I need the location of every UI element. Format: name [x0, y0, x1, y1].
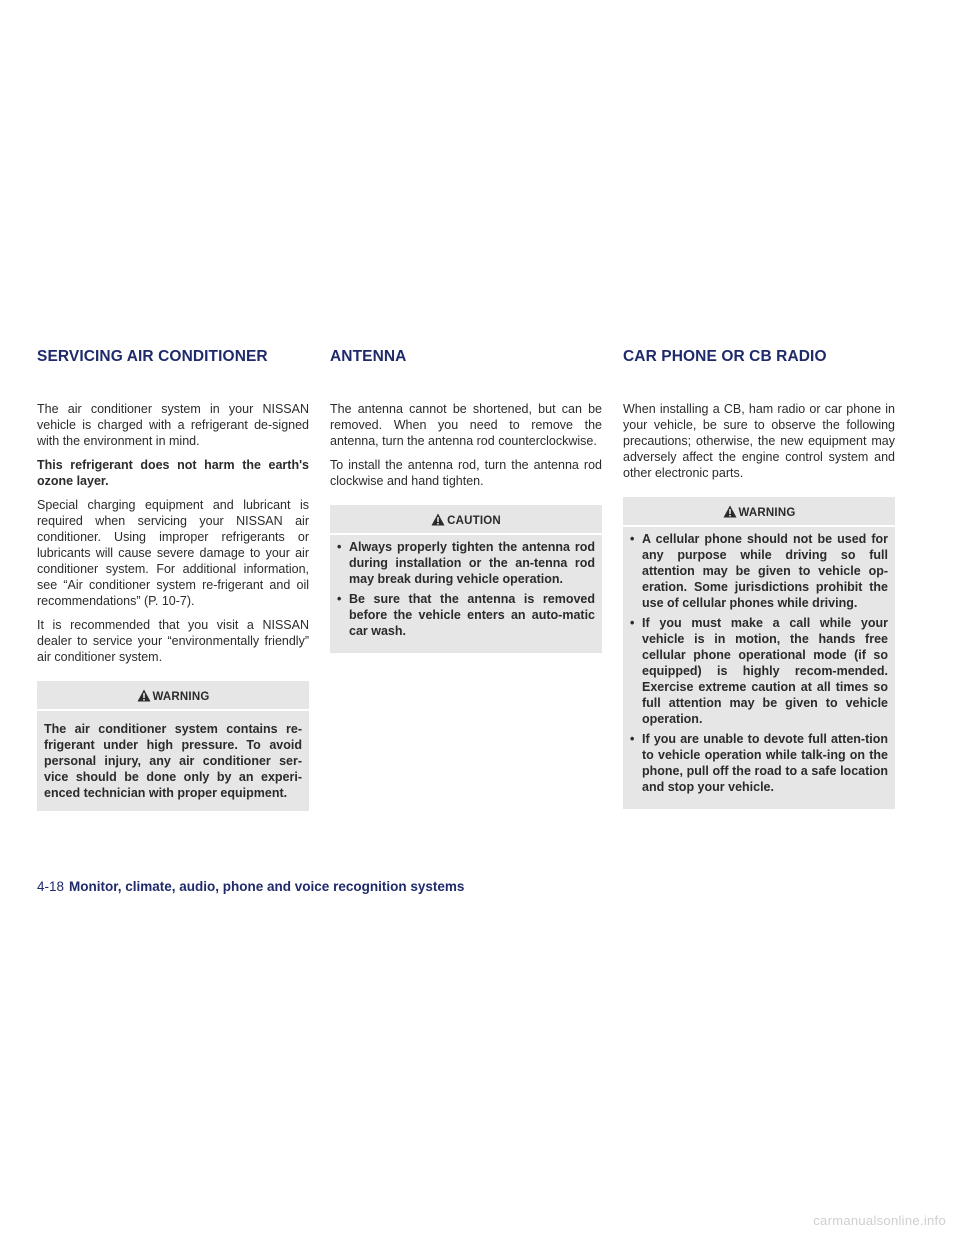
list-item: • If you must make a call while your vehicle is in motion, the hands free cellular phone operational mode (if so equipped) is highly recom-mended. Exercise extreme caution at all times so full attention may be given to vehicle operation.	[630, 616, 888, 726]
paragraph: It is recommended that you visit a NISSAN dealer to service your “environmentally friendly” air conditioner system.	[37, 618, 309, 664]
bullet: •	[337, 540, 342, 554]
bullet: •	[630, 732, 635, 746]
paragraph: When installing a CB, ham radio or car phone in your vehicle, be sure to observe the following precautions; otherwise, the new equipment may adversely affect the engine control system and other electronic parts.	[623, 402, 895, 480]
list-item: • Always properly tighten the antenna rod during installation or the an-tenna rod may break during vehicle operation.	[337, 540, 595, 586]
paragraph-bold: This refrigerant does not harm the earth's ozone layer.	[37, 458, 309, 488]
page-number: 4-18	[37, 879, 65, 894]
caution-box	[330, 505, 602, 653]
caution-label: CAUTION	[447, 515, 501, 527]
caution-title	[330, 505, 602, 535]
column-car-phone	[623, 401, 895, 809]
warning-box	[623, 497, 895, 809]
section-title: Monitor, climate, audio, phone and voice recognition systems	[69, 879, 465, 894]
caution-icon	[431, 513, 445, 526]
list-item: • Be sure that the antenna is removed before the vehicle enters an auto-matic car wash.	[337, 592, 595, 638]
warning-label: WARNING	[152, 691, 210, 703]
warning-title	[37, 681, 309, 711]
heading-antenna: ANTENNA	[330, 348, 407, 365]
bullet: •	[630, 616, 635, 630]
page-footer	[37, 879, 464, 894]
warning-icon	[723, 505, 737, 518]
watermark: carmanualsonline.info	[813, 1213, 946, 1228]
warning-label: WARNING	[738, 507, 796, 519]
bullet: •	[630, 532, 635, 546]
paragraph: The air conditioner system in your NISSAN vehicle is charged with a refrigerant de-signed with the environment in mind.	[37, 402, 309, 448]
warning-title	[623, 497, 895, 527]
paragraph: To install the antenna rod, turn the antenna rod clockwise and hand tighten.	[330, 458, 602, 488]
paragraph: Special charging equipment and lubricant is required when servicing your NISSAN air conditioner. Using improper refrigerants or lubricants will cause severe damage to your air conditioner system. For additional information, see “Air conditioner system re-frigerant and oil recommendations” (P. 10-7).	[37, 498, 309, 608]
list-item: • If you are unable to devote full atten-tion to vehicle operation while talk-ing on the phone, pull off the road to a safe location and stop your vehicle.	[630, 732, 888, 794]
paragraph: The antenna cannot be shortened, but can be removed. When you need to remove the antenna, turn the antenna rod counterclockwise.	[330, 402, 602, 448]
list-item: • A cellular phone should not be used for any purpose while driving so full attention may be given to vehicle op-eration. Some jurisdictions prohibit the use of cellular phones while driving.	[630, 532, 888, 610]
warning-icon	[137, 689, 151, 702]
heading-car-phone: CAR PHONE OR CB RADIO	[623, 348, 827, 365]
warning-text: The air conditioner system contains re-frigerant under high pressure. To avoid personal injury, any air conditioner ser-vice should be done only by an experi-enced technician with proper equipment.	[44, 722, 302, 800]
bullet: •	[337, 592, 342, 606]
warning-list	[623, 527, 895, 803]
column-antenna	[330, 401, 602, 653]
warning-box	[37, 681, 309, 811]
column-servicing	[37, 401, 309, 811]
heading-servicing-air-conditioner: SERVICING AIR CONDITIONER	[37, 348, 268, 365]
caution-list	[330, 535, 602, 647]
